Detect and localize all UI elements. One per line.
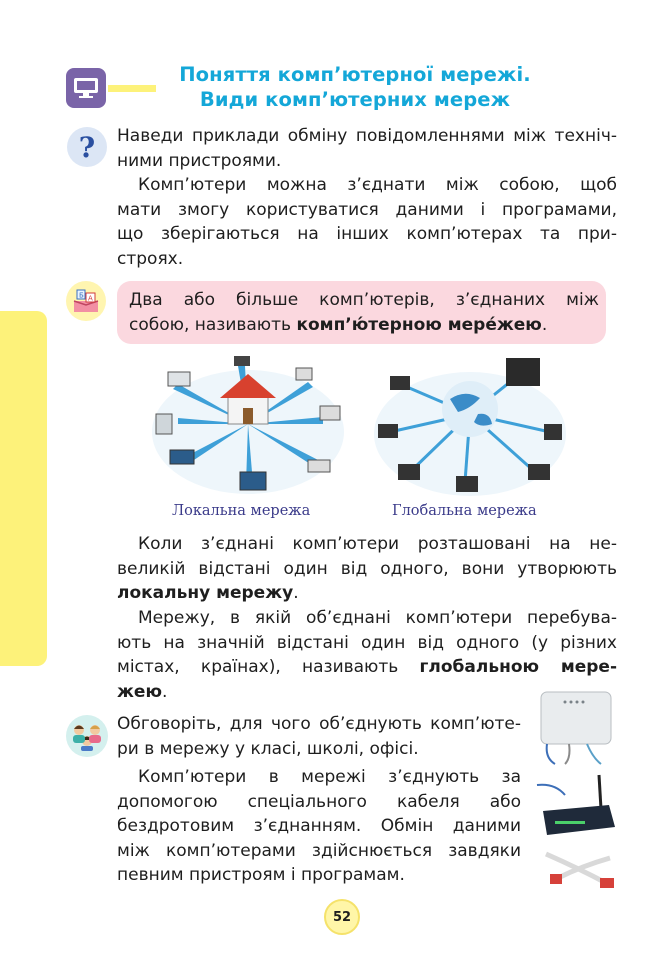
title-line-2: Види комп’ютерних мереж [199,88,511,111]
definition-box [117,281,606,344]
global-network-image [370,354,570,498]
title-line-1: Поняття комп’ютерної мережі. [179,63,531,86]
connection-paragraph: Комп’ютери в мережі з’єднують за допомогою спеціального кабеля або бездротовим з’єднанням. Обмін даними між комп’ютерами здійснюється завдяки певним пристроям і програмам. [117,767,521,885]
definition-text: Два або більше комп’ютерів, з’єднаних між собою, називають комп’ю́терною мере́жею. [129,290,599,335]
discussion-text: Обговоріть, для чого об’єднують комп’юте- ри в мережу у класі, школі, офісі. [117,714,521,759]
header-accent-line [108,85,156,92]
group-discussion-icon [66,715,108,757]
local-network-image [148,354,348,498]
local-network-caption: Локальна мережа [172,503,311,519]
svg-text:А: А [88,294,93,303]
monitor-icon [66,68,106,108]
term-local-network: локальну мережу [117,583,294,603]
page-number: 52 [324,899,360,935]
question-icon: ? [67,127,107,167]
book-abc-icon [66,281,106,321]
svg-text:Б: Б [79,291,84,300]
term-computer-network: комп’ю́терною мере́жею [296,315,542,335]
global-network-caption: Глобальна мережа [392,503,537,519]
intro-paragraph: Комп’ютери можна з’єднати між собою, щоб мати змогу користуватися даними і програмами, що зберігаються на інших комп’ютерах та при- строях. [117,175,617,269]
local-network-paragraph: Коли з’єднані комп’ютери розташовані на не- великій відстані один від одного, вони утворюють локальну мережу. [117,534,617,603]
global-network-paragraph: Мережу, в якій об’єднані комп’ютери перебува- ють на значній відстані один від одного (у різних містах, країнах), називають глобальною мере- жею. [117,608,617,702]
page-title [150,62,560,112]
side-tab [0,311,47,666]
wifi-router-image [535,771,617,841]
network-cable-image [538,848,620,892]
term-global-network: глобальною мере- [419,657,617,677]
network-switch-image [535,688,617,766]
question-text: Наведи приклади обміну повідомленнями між техніч- ними пристроями. [117,126,617,171]
